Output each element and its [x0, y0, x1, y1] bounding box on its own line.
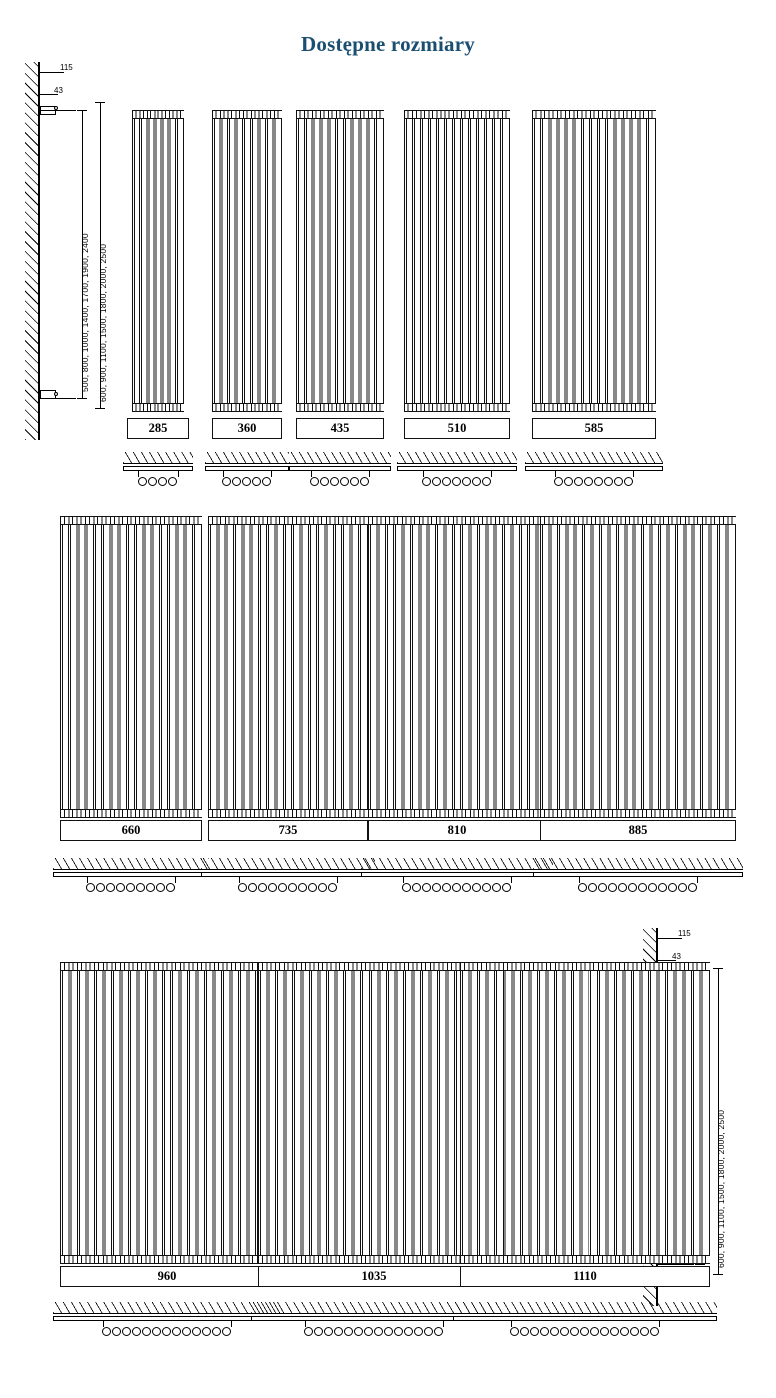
- plan-mounting-rail: [201, 872, 375, 877]
- radiator-front-view: [208, 516, 368, 818]
- plan-tube: [564, 477, 573, 486]
- plan-tube: [324, 1327, 333, 1336]
- page-title: Dostępne rozmiary: [301, 32, 475, 56]
- plan-tube: [482, 477, 491, 486]
- plan-tube: [106, 883, 115, 892]
- radiator-front-view: [460, 962, 710, 1264]
- plan-mounting-rail: [53, 872, 209, 877]
- plan-wall-hatch: [201, 858, 375, 870]
- radiator-plan-view: [525, 452, 663, 492]
- radiator-plan-view: [201, 858, 375, 898]
- plan-wall-hatch: [123, 452, 193, 464]
- depth-leader-line: [658, 938, 682, 939]
- plan-tube: [510, 1327, 519, 1336]
- radiator-plan-view: [53, 1302, 281, 1342]
- radiator-body: [60, 516, 202, 818]
- radiator-fins: [370, 518, 544, 816]
- bracket-leader-bottom: [658, 1264, 694, 1265]
- plan-tube: [492, 883, 501, 892]
- plan-tube: [298, 883, 307, 892]
- plan-tube: [334, 1327, 343, 1336]
- plan-tube: [222, 1327, 231, 1336]
- radiator-top-manifold: [460, 962, 710, 971]
- radiator-fins: [260, 964, 488, 1262]
- plan-tube: [142, 1327, 151, 1336]
- plan-tube: [618, 883, 627, 892]
- radiator-top-manifold: [60, 516, 202, 525]
- plan-mounting-rail: [123, 466, 193, 471]
- plan-tube: [384, 1327, 393, 1336]
- radiator-plan-view: [397, 452, 517, 492]
- radiator-body: [132, 110, 184, 412]
- plan-tube: [638, 883, 647, 892]
- height-dim-tick-outer-bottom: [713, 1274, 723, 1275]
- plan-wall-hatch: [533, 858, 743, 870]
- plan-tube: [212, 1327, 221, 1336]
- plan-tube: [288, 883, 297, 892]
- plan-tube: [472, 883, 481, 892]
- radiator-fins: [210, 518, 366, 816]
- radiator-top-manifold: [404, 110, 510, 119]
- plan-tube: [588, 883, 597, 892]
- plan-wall-hatch: [53, 1302, 281, 1314]
- height-values-outer: 600, 900, 1100, 1500, 1800, 2000, 2500: [716, 1109, 726, 1268]
- plan-tube: [232, 477, 241, 486]
- plan-tube: [238, 883, 247, 892]
- height-values-outer: 600, 900, 1100, 1500, 1800, 2000, 2500: [98, 243, 108, 402]
- wall-hatch: [25, 62, 38, 440]
- model-width-label: 885: [540, 820, 736, 841]
- radiator-body: [540, 516, 736, 818]
- radiator-body: [60, 962, 274, 1264]
- plan-tube: [258, 883, 267, 892]
- plan-tube: [330, 477, 339, 486]
- plan-tube: [462, 883, 471, 892]
- model-width-label: 960: [60, 1266, 274, 1287]
- radiator-body: [296, 110, 384, 412]
- plan-tube: [116, 883, 125, 892]
- radiator-body: [404, 110, 510, 412]
- plan-tube: [442, 883, 451, 892]
- plan-tube: [112, 1327, 121, 1336]
- height-dim-tick-inner-top: [77, 110, 87, 111]
- plan-tube: [278, 883, 287, 892]
- model-width-label: 285: [127, 418, 189, 439]
- plan-tube: [252, 477, 261, 486]
- radiator-front-view: [212, 110, 282, 412]
- offset-label: 43: [672, 952, 681, 961]
- plan-tube: [628, 883, 637, 892]
- plan-tube: [600, 1327, 609, 1336]
- height-dim-tick-inner-bottom: [695, 1264, 705, 1265]
- radiator-front-view: [258, 962, 490, 1264]
- radiator-front-view: [404, 110, 510, 412]
- radiator-bottom-manifold: [60, 809, 202, 818]
- plan-tube-row: [578, 882, 697, 893]
- plan-tube: [86, 883, 95, 892]
- plan-mounting-rail: [205, 466, 289, 471]
- plan-tube: [126, 883, 135, 892]
- radiator-bottom-manifold: [132, 403, 184, 412]
- bracket-leader-top: [40, 110, 76, 111]
- plan-tube: [310, 477, 319, 486]
- model-width-label: 735: [208, 820, 368, 841]
- plan-tube: [432, 477, 441, 486]
- radiator-fins: [134, 112, 182, 410]
- plan-tube: [584, 477, 593, 486]
- plan-tube: [354, 1327, 363, 1336]
- plan-tube: [678, 883, 687, 892]
- plan-tube: [248, 883, 257, 892]
- plan-tube: [394, 1327, 403, 1336]
- plan-tube: [168, 477, 177, 486]
- radiator-bottom-manifold: [208, 809, 368, 818]
- plan-tube: [608, 883, 617, 892]
- plan-tube: [102, 1327, 111, 1336]
- model-width-label: 810: [368, 820, 546, 841]
- plan-tube: [328, 883, 337, 892]
- radiator-fins: [62, 518, 200, 816]
- plan-tube: [344, 1327, 353, 1336]
- radiator-front-view: [60, 962, 274, 1264]
- plan-tube: [374, 1327, 383, 1336]
- plan-tube: [96, 883, 105, 892]
- mount-point-bottom: [54, 392, 58, 396]
- plan-tube: [472, 477, 481, 486]
- bracket-leader-bottom: [40, 398, 76, 399]
- radiator-plan-view: [533, 858, 743, 898]
- plan-tube: [594, 477, 603, 486]
- radiator-bottom-manifold: [60, 1255, 274, 1264]
- plan-tube: [650, 1327, 659, 1336]
- radiator-front-view: [60, 516, 202, 818]
- plan-tube: [152, 1327, 161, 1336]
- radiator-top-manifold: [296, 110, 384, 119]
- radiator-top-manifold: [368, 516, 546, 525]
- plan-tube: [182, 1327, 191, 1336]
- plan-tube: [540, 1327, 549, 1336]
- plan-mounting-rail: [361, 872, 553, 877]
- radiator-body: [212, 110, 282, 412]
- depth-label: 115: [678, 929, 691, 938]
- radiator-front-view: [296, 110, 384, 412]
- plan-tube: [414, 1327, 423, 1336]
- radiator-plan-view: [123, 452, 193, 492]
- plan-tube: [412, 883, 421, 892]
- plan-tube: [340, 477, 349, 486]
- plan-tube: [162, 1327, 171, 1336]
- plan-wall-hatch: [453, 1302, 717, 1314]
- radiator-plan-view: [453, 1302, 717, 1342]
- plan-tube: [604, 477, 613, 486]
- radiator-fins: [214, 112, 280, 410]
- model-width-label: 1110: [460, 1266, 710, 1287]
- radiator-bottom-manifold: [258, 1255, 490, 1264]
- plan-wall-hatch: [289, 452, 391, 464]
- plan-tube: [268, 883, 277, 892]
- plan-tube-row: [138, 476, 177, 487]
- radiator-body: [258, 962, 490, 1264]
- plan-tube: [360, 477, 369, 486]
- plan-tube: [364, 1327, 373, 1336]
- radiator-top-manifold: [258, 962, 490, 971]
- plan-tube: [434, 1327, 443, 1336]
- model-width-label: 1035: [258, 1266, 490, 1287]
- radiator-plan-view: [289, 452, 391, 492]
- radiator-fins: [462, 964, 708, 1262]
- plan-tube: [610, 1327, 619, 1336]
- height-values-inner: 500, 800, 1000, 1400, 1700, 1900, 2400: [80, 233, 90, 392]
- plan-tube: [620, 1327, 629, 1336]
- plan-tube: [402, 883, 411, 892]
- plan-tube: [314, 1327, 323, 1336]
- plan-tube: [422, 477, 431, 486]
- plan-tube: [574, 477, 583, 486]
- plan-mounting-rail: [453, 1316, 717, 1321]
- plan-tube: [350, 477, 359, 486]
- plan-mounting-rail: [53, 1316, 281, 1321]
- radiator-top-manifold: [132, 110, 184, 119]
- plan-tube: [624, 477, 633, 486]
- plan-tube: [422, 883, 431, 892]
- plan-tube: [462, 477, 471, 486]
- plan-tube: [640, 1327, 649, 1336]
- plan-wall-hatch: [53, 858, 209, 870]
- depth-label: 115: [60, 63, 73, 72]
- plan-wall-hatch: [525, 452, 663, 464]
- height-dim-tick-outer-top: [95, 102, 105, 103]
- plan-tube-row: [310, 476, 369, 487]
- plan-mounting-rail: [525, 466, 663, 471]
- radiator-bottom-manifold: [368, 809, 546, 818]
- plan-tube: [452, 477, 461, 486]
- plan-tube: [172, 1327, 181, 1336]
- plan-tube: [554, 477, 563, 486]
- plan-tube: [648, 883, 657, 892]
- plan-tube: [570, 1327, 579, 1336]
- offset-label: 43: [54, 86, 63, 95]
- plan-wall-hatch: [205, 452, 289, 464]
- plan-tube: [614, 477, 623, 486]
- plan-mounting-rail: [397, 466, 517, 471]
- radiator-plan-view: [53, 858, 209, 898]
- plan-tube: [146, 883, 155, 892]
- model-width-label: 510: [404, 418, 510, 439]
- plan-tube-row: [102, 1326, 231, 1337]
- plan-tube: [452, 883, 461, 892]
- radiator-top-manifold: [60, 962, 274, 971]
- plan-tube: [404, 1327, 413, 1336]
- model-width-label: 360: [212, 418, 282, 439]
- radiator-bottom-manifold: [540, 809, 736, 818]
- plan-connection-stub: [178, 471, 179, 477]
- model-width-label: 585: [532, 418, 656, 439]
- plan-tube: [482, 883, 491, 892]
- plan-tube: [598, 883, 607, 892]
- plan-tube: [136, 883, 145, 892]
- height-dim-tick-inner-bottom: [77, 398, 87, 399]
- plan-tube: [222, 477, 231, 486]
- radiator-fins: [62, 964, 272, 1262]
- radiator-front-view: [532, 110, 656, 412]
- plan-tube-row: [238, 882, 337, 893]
- radiator-top-manifold: [532, 110, 656, 119]
- plan-tube: [688, 883, 697, 892]
- plan-tube-row: [304, 1326, 443, 1337]
- depth-leader-line: [40, 72, 64, 73]
- plan-tube: [132, 1327, 141, 1336]
- plan-tube-row: [86, 882, 175, 893]
- plan-tube: [590, 1327, 599, 1336]
- radiator-bottom-manifold: [404, 403, 510, 412]
- wall-line: [38, 62, 40, 440]
- plan-tube: [424, 1327, 433, 1336]
- plan-tube: [166, 883, 175, 892]
- plan-tube-row: [422, 476, 491, 487]
- plan-tube: [148, 477, 157, 486]
- model-width-label: 435: [296, 418, 384, 439]
- plan-tube-row: [222, 476, 271, 487]
- plan-tube: [560, 1327, 569, 1336]
- radiator-fins: [542, 518, 734, 816]
- radiator-plan-view: [361, 858, 553, 898]
- plan-mounting-rail: [533, 872, 743, 877]
- height-dim-tick-outer-top: [713, 968, 723, 969]
- radiator-bottom-manifold: [212, 403, 282, 412]
- radiator-fins: [534, 112, 654, 410]
- radiator-top-manifold: [208, 516, 368, 525]
- radiator-top-manifold: [540, 516, 736, 525]
- radiator-bottom-manifold: [296, 403, 384, 412]
- plan-tube: [304, 1327, 313, 1336]
- plan-tube: [580, 1327, 589, 1336]
- plan-tube: [530, 1327, 539, 1336]
- plan-tube: [122, 1327, 131, 1336]
- radiator-body: [208, 516, 368, 818]
- plan-tube-row: [510, 1326, 659, 1337]
- plan-tube: [242, 477, 251, 486]
- radiator-plan-view: [205, 452, 289, 492]
- plan-tube: [320, 477, 329, 486]
- plan-connection-stub: [443, 1321, 444, 1327]
- plan-tube: [520, 1327, 529, 1336]
- plan-wall-hatch: [361, 858, 553, 870]
- radiator-front-view: [132, 110, 184, 412]
- plan-tube: [658, 883, 667, 892]
- radiator-body: [532, 110, 656, 412]
- plan-tube: [432, 883, 441, 892]
- plan-tube: [502, 883, 511, 892]
- plan-tube: [442, 477, 451, 486]
- plan-tube-row: [402, 882, 511, 893]
- plan-wall-hatch: [397, 452, 517, 464]
- plan-tube: [630, 1327, 639, 1336]
- plan-tube: [668, 883, 677, 892]
- radiator-body: [368, 516, 546, 818]
- plan-mounting-rail: [289, 466, 391, 471]
- radiator-front-view: [368, 516, 546, 818]
- plan-tube: [202, 1327, 211, 1336]
- radiator-top-manifold: [212, 110, 282, 119]
- radiator-body: [460, 962, 710, 1264]
- plan-tube: [158, 477, 167, 486]
- plan-connection-stub: [659, 1321, 660, 1327]
- model-width-label: 660: [60, 820, 202, 841]
- radiator-bottom-manifold: [532, 403, 656, 412]
- height-dim-tick-outer-bottom: [95, 408, 105, 409]
- plan-tube: [308, 883, 317, 892]
- plan-tube: [156, 883, 165, 892]
- plan-tube: [262, 477, 271, 486]
- plan-tube: [318, 883, 327, 892]
- plan-tube: [192, 1327, 201, 1336]
- plan-tube-row: [554, 476, 633, 487]
- radiator-front-view: [540, 516, 736, 818]
- radiator-fins: [298, 112, 382, 410]
- radiator-bottom-manifold: [460, 1255, 710, 1264]
- plan-tube: [578, 883, 587, 892]
- radiator-fins: [406, 112, 508, 410]
- plan-tube: [550, 1327, 559, 1336]
- plan-tube: [138, 477, 147, 486]
